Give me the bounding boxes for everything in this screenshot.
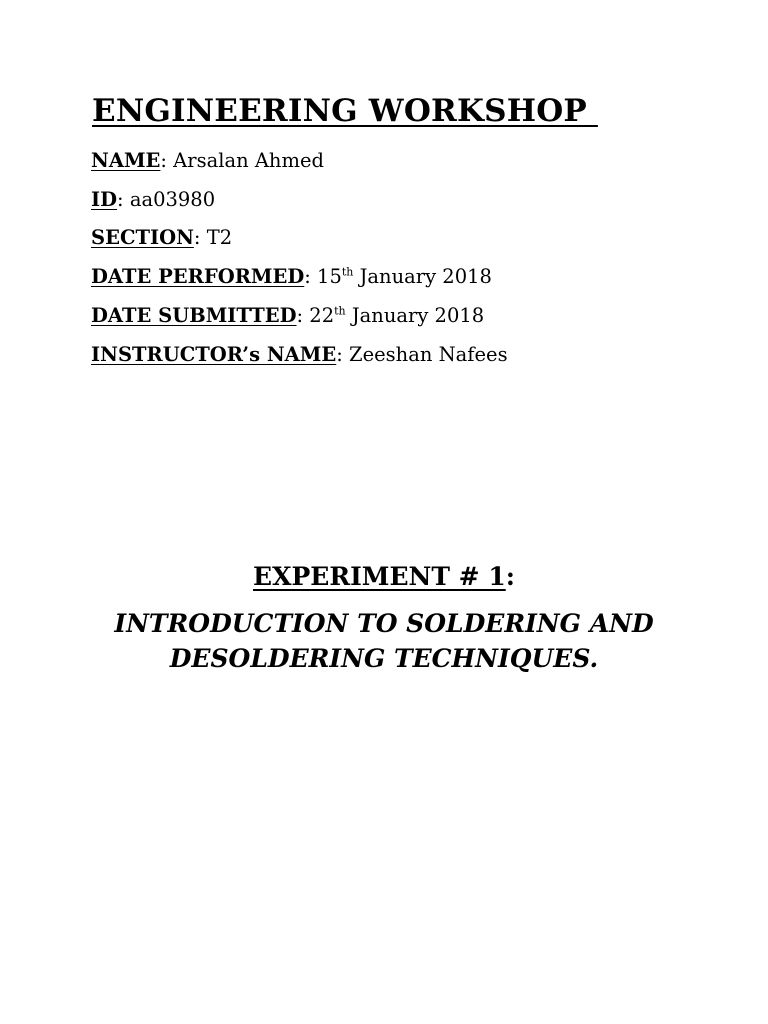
date-submitted-value (297, 304, 485, 327)
section-label: SECTION (91, 226, 194, 249)
date-submitted-month-year: January 2018 (345, 304, 485, 327)
name-field (91, 149, 324, 172)
date-performed-day: : 15 (304, 265, 342, 288)
instructor-label: INSTRUCTOR’s NAME (91, 343, 337, 366)
experiment-label: EXPERIMENT # 1 (253, 562, 506, 591)
date-performed-label: DATE PERFORMED (91, 265, 305, 288)
name-label: NAME (91, 149, 161, 172)
date-performed-value (304, 265, 492, 288)
name-value: : Arsalan Ahmed (160, 149, 324, 172)
id-label: ID (91, 188, 118, 211)
id-field (91, 188, 215, 211)
experiment-title-line-2: DESOLDERING TECHNIQUES. (169, 644, 599, 673)
experiment-heading (0, 562, 768, 591)
date-submitted-ordinal: th (334, 304, 346, 318)
document-title: ENGINEERING WORKSHOP (92, 93, 598, 129)
instructor-field (91, 343, 508, 366)
section-value: : T2 (193, 226, 233, 249)
section-field (91, 226, 232, 249)
instructor-value: : Zeeshan Nafees (336, 343, 508, 366)
date-submitted-field (91, 304, 484, 327)
id-value: : aa03980 (117, 188, 216, 211)
date-performed-month-year: January 2018 (353, 265, 492, 288)
date-submitted-day: : 22 (296, 304, 335, 327)
date-performed-ordinal: th (341, 265, 354, 279)
experiment-title (84, 606, 684, 676)
date-submitted-label: DATE SUBMITTED (91, 304, 297, 327)
experiment-colon: : (505, 562, 515, 591)
experiment-title-line-1: INTRODUCTION TO SOLDERING AND (114, 609, 654, 638)
date-performed-field (91, 265, 492, 288)
